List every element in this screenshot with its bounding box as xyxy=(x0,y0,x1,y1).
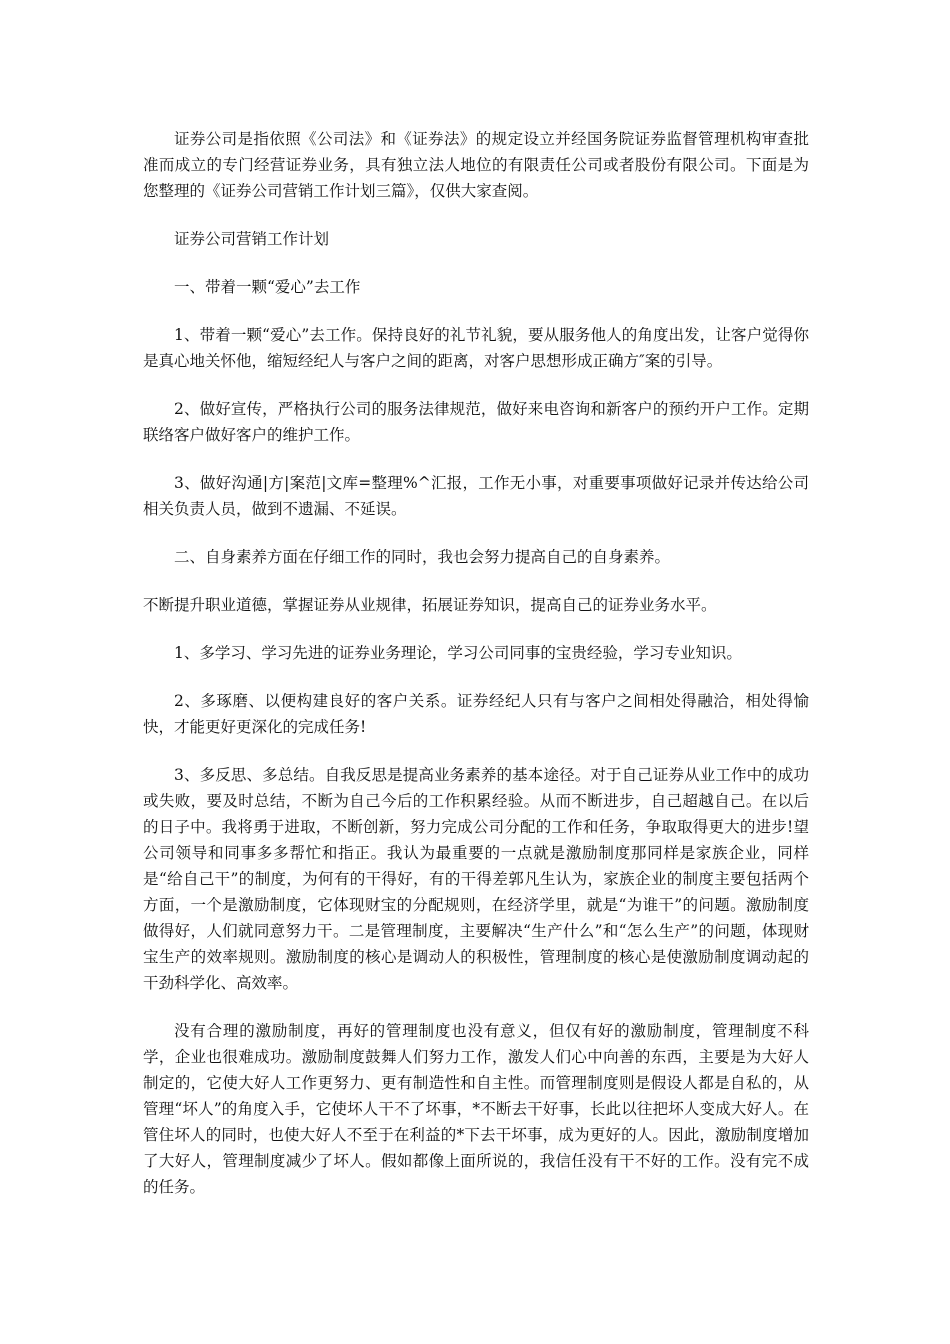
paragraph-2-2: 2、多琢磨、以便构建良好的客户关系。证券经纪人只有与客户之间相处得融洽，相处得愉快，才能更好更深化的完成任务! xyxy=(143,692,809,736)
closing-paragraph: 没有合理的激励制度，再好的管理制度也没有意义，但仅有好的激励制度，管理制度不科学，企业也很难成功。激励制度鼓舞人们努力工作，激发人们心中向善的东西，主要是为大好人制定的，它使大好人工作更努力、更有制造性和自主性。而管理制度则是假设人都是自私的，从管理“坏人”的角度入手，它使坏人干不了坏事，*不断去干好事，长此以往把坏人变成大好人。在管住坏人的同时，也使大好人不至于在利益的*下去干坏事，成为更好的人。因此，激励制度增加了大好人，管理制度减少了坏人。假如都像上面所说的，我信任没有干不好的工作。没有完不成的任务。 xyxy=(143,1022,809,1196)
intro-paragraph: 证券公司是指依照《公司法》和《证券法》的规定设立并经国务院证券监督管理机构审查批准而成立的专门经营证券业务，具有独立法人地位的有限责任公司或者股份有限公司。下面是为您整理的《证券公司营销工作计划三篇》，仅供大家查阅。 xyxy=(143,130,809,200)
paragraph-2-intro: 不断提升职业道德，掌握证券从业规律，拓展证券知识，提高自己的证券业务水平。 xyxy=(143,596,717,614)
section-heading-1: 一、带着一颗“爱心”去工作 xyxy=(174,278,361,296)
paragraph-2-3: 3、多反思、多总结。自我反思是提高业务素养的基本途径。对于自己证券从业工作中的成功或失败，要及时总结，不断为自己今后的工作积累经验。从而不断进步，自己超越自己。在以后的日子中。我将勇于进取，不断创新，努力完成公司分配的工作和任务，争取取得更大的进步!望公司领导和同事多多帮忙和指正。我认为最重要的一点就是激励制度那同样是家族企业，同样是“给自己干”的制度，为何有的干得好，有的干得差郭凡生认为，家族企业的制度主要包括两个方面，一个是激励制度，它体现财宝的分配规则，在经济学里，就是“为谁干”的问题。激励制度做得好，人们就同意努力干。二是管理制度，主要解决“生产什么”和“怎么生产”的问题，体现财宝生产的效率规则。激励制度的核心是调动人的积极性，管理制度的核心是使激励制度调动起的干劲科学化、高效率。 xyxy=(143,766,809,992)
paragraph-2-1: 1、多学习、学习先进的证券业务理论，学习公司同事的宝贵经验，学习专业知识。 xyxy=(174,644,742,662)
paragraph-1-1: 1、带着一颗“爱心”去工作。保持良好的礼节礼貌，要从服务他人的角度出发，让客户觉得你是真心地关怀他，缩短经纪人与客户之间的距离，对客户思想形成正确方″案的引导。 xyxy=(143,326,809,370)
section-heading-2: 二、自身素养方面在仔细工作的同时，我也会努力提高自己的自身素养。 xyxy=(174,548,671,566)
paragraph-1-3: 3、做好沟通|方|案范|文库=整理%^汇报，工作无小事，对重要事项做好记录并传达给公司相关负责人员，做到不遗漏、不延误。 xyxy=(143,474,809,518)
document-title: 证券公司营销工作计划 xyxy=(174,230,330,248)
document-body xyxy=(143,126,809,1222)
paragraph-1-2: 2、做好宣传，严格执行公司的服务法律规范，做好来电咨询和新客户的预约开户工作。定期联络客户做好客户的维护工作。 xyxy=(143,400,809,444)
